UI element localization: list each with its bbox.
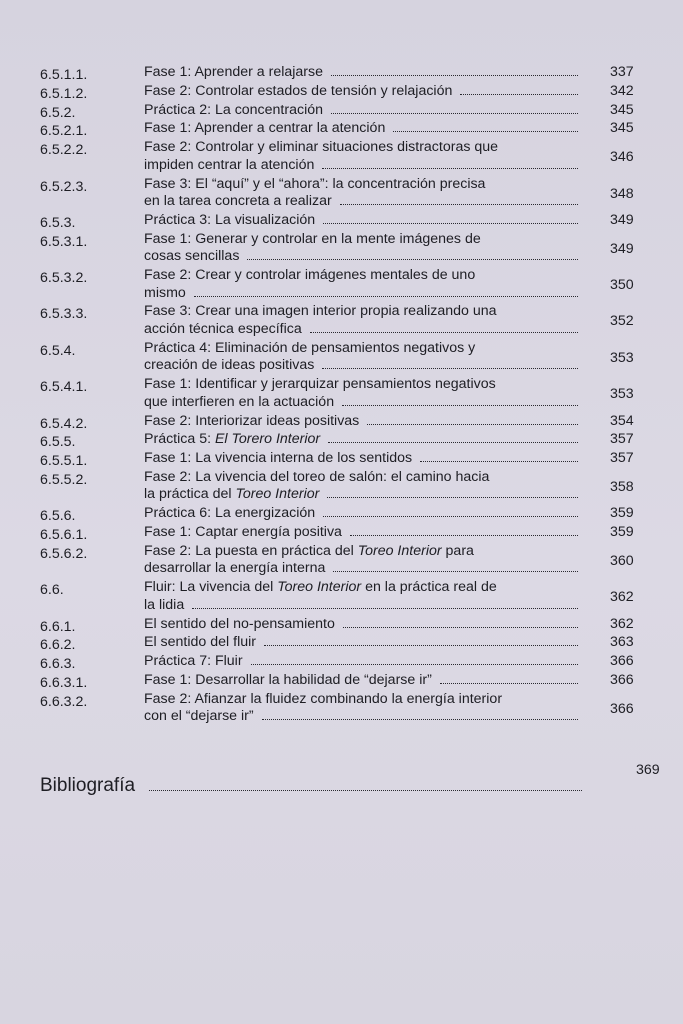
section-number: 6.6. (40, 582, 64, 599)
dot-leader (343, 627, 578, 628)
dot-leader (328, 442, 578, 443)
title-text: El sentido del fluir (144, 634, 256, 651)
title-text (144, 579, 497, 597)
title-line (144, 176, 584, 194)
section-number: 6.5.1.2. (40, 85, 88, 102)
page-number: 352 (610, 313, 634, 330)
section-number: 6.5.2.1. (40, 123, 88, 140)
dot-leader (247, 259, 578, 260)
title-line (144, 616, 584, 634)
dot-leader (440, 683, 578, 684)
dot-leader (350, 535, 578, 536)
section-number: 6.5.6.2. (40, 545, 88, 562)
page-number: 346 (610, 149, 634, 166)
title-line (144, 139, 584, 157)
title-line (144, 83, 584, 101)
section-number: 6.5.1.1. (40, 67, 88, 83)
title-text-part: la práctica del (144, 486, 236, 503)
title-text: Fase 1: Identificar y jerarquizar pensamientos negativos (144, 376, 496, 393)
title-line (144, 653, 584, 671)
title-line (144, 524, 584, 542)
italic-title-text: El Torero Interior (214, 431, 321, 448)
section-title (144, 102, 584, 120)
title-text-part: para (441, 542, 474, 559)
title-text: Fase 2: Interiorizar ideas positivas (144, 412, 360, 429)
page-number: 349 (610, 240, 634, 257)
page-number: 353 (610, 386, 634, 403)
section-number: 6.5.5. (40, 434, 76, 451)
toc-entry (0, 505, 683, 523)
title-text: que interfieren en la actuación (144, 393, 335, 410)
section-number: 6.5.2.2. (40, 142, 88, 159)
title-line (144, 597, 584, 615)
toc-entry (0, 450, 683, 468)
page-number: 345 (610, 120, 634, 137)
title-text: impiden centrar la atención (144, 156, 315, 173)
section-number: 6.5.3.2. (40, 270, 88, 287)
toc-entry (0, 653, 683, 671)
title-line (144, 431, 584, 449)
section-title (144, 176, 584, 211)
dot-leader (251, 664, 578, 665)
title-text: Fase 2: Crear y controlar imágenes mentales de uno (144, 267, 476, 284)
title-line (144, 248, 584, 266)
dot-leader (323, 223, 578, 224)
section-number: 6.6.3. (40, 656, 76, 673)
page-number: 354 (610, 412, 634, 429)
dot-leader (149, 790, 582, 791)
section-number: 6.5.4. (40, 342, 76, 359)
title-text: Fase 1: Generar y controlar en la mente imágenes de (144, 230, 481, 247)
toc-entry (0, 413, 683, 431)
toc-entry (0, 579, 683, 614)
toc-entry (0, 543, 683, 578)
dot-leader (367, 424, 578, 425)
title-line (144, 634, 584, 652)
section-title (144, 543, 584, 578)
page-number: 359 (610, 524, 634, 541)
title-text: Fase 3: El “aquí” y el “ahora”: la concentración precisa (144, 175, 486, 192)
title-text: Práctica 4: Eliminación de pensamientos negativos y (144, 339, 476, 356)
section-title (144, 139, 584, 174)
section-title (144, 267, 584, 302)
dot-leader (192, 608, 578, 609)
title-line (144, 102, 584, 120)
toc-entry (0, 231, 683, 266)
title-line (144, 357, 584, 375)
page-number: 350 (610, 277, 634, 294)
section-number: 6.6.1. (40, 618, 76, 635)
section-title (144, 469, 584, 504)
toc-entry (0, 524, 683, 542)
title-line (144, 708, 584, 726)
section-number: 6.5.5.1. (40, 453, 88, 470)
bibliography-title: Bibliografía (40, 775, 136, 796)
title-text: Fase 1: Captar energía positiva (144, 524, 342, 541)
toc-entry (0, 102, 683, 120)
toc-entry (0, 431, 683, 449)
section-title (144, 212, 584, 230)
section-title (144, 303, 584, 338)
toc-entry (0, 212, 683, 230)
toc-entry (0, 303, 683, 338)
section-number: 6.5.4.1. (40, 379, 88, 396)
title-line (144, 413, 584, 431)
title-text (144, 431, 320, 449)
title-text: El sentido del no-pensamiento (144, 615, 335, 632)
page-number: 337 (610, 64, 634, 80)
title-text-part: Práctica 5: (144, 431, 215, 448)
title-line (144, 394, 584, 412)
title-line (144, 321, 584, 339)
section-title (144, 83, 584, 101)
title-text: Práctica 2: La concentración (144, 101, 324, 118)
title-line (144, 157, 584, 175)
dot-leader (340, 204, 578, 205)
toc-entry (0, 672, 683, 690)
section-title (144, 505, 584, 523)
section-title (144, 340, 584, 375)
section-number: 6.5.6. (40, 508, 76, 525)
toc-entry (0, 340, 683, 375)
toc-entry (0, 691, 683, 726)
title-text: Fase 3: Crear una imagen interior propia realizando una (144, 303, 497, 320)
page-number: 360 (610, 552, 634, 569)
section-title (144, 64, 584, 82)
page-number: 345 (610, 101, 634, 118)
dot-leader (322, 168, 578, 169)
title-text (144, 486, 319, 504)
dot-leader (331, 75, 578, 76)
page-number: 363 (610, 634, 634, 651)
title-line (144, 469, 584, 487)
section-number: 6.5.2.3. (40, 178, 88, 195)
title-line (144, 505, 584, 523)
dot-leader (393, 131, 578, 132)
title-line (144, 340, 584, 358)
italic-title-text: Toreo Interior (277, 579, 362, 596)
toc-entry (0, 176, 683, 211)
dot-leader (323, 516, 578, 517)
title-text-part: Fase 2: La puesta en práctica del (144, 542, 358, 559)
dot-leader (310, 332, 578, 333)
title-line (144, 285, 584, 303)
title-line (144, 543, 584, 561)
dot-leader (322, 368, 578, 369)
title-text: Fase 2: La vivencia del toreo de salón: el camino hacia (144, 468, 490, 485)
section-title (144, 431, 584, 449)
title-text-part: Fluir: La vivencia del (144, 579, 278, 596)
page-number: 357 (610, 450, 634, 467)
title-line (144, 691, 584, 709)
dot-leader (194, 296, 578, 297)
page-number: 362 (610, 589, 634, 606)
section-number: 6.5.2. (40, 104, 76, 121)
section-number: 6.5.3.3. (40, 306, 88, 323)
title-text: creación de ideas positivas (144, 357, 315, 374)
section-number: 6.5.4.2. (40, 415, 88, 432)
title-text: Fase 2: Controlar y eliminar situaciones distractoras que (144, 139, 499, 156)
page-number: 353 (610, 349, 634, 366)
title-line (144, 64, 584, 82)
title-text: Fase 2: Afianzar la fluidez combinando la energía interior (144, 690, 503, 707)
title-line (144, 450, 584, 468)
toc-entry (0, 139, 683, 174)
toc-entry (0, 267, 683, 302)
title-text: Práctica 3: La visualización (144, 211, 316, 228)
toc-entry (0, 83, 683, 101)
section-number: 6.5.3. (40, 214, 76, 231)
section-title (144, 524, 584, 542)
section-title (144, 616, 584, 634)
section-number: 6.5.5.2. (40, 471, 88, 488)
toc-entry (0, 64, 683, 82)
title-line (144, 486, 584, 504)
page-number: 366 (610, 671, 634, 688)
title-line (144, 193, 584, 211)
dot-leader (342, 405, 578, 406)
title-line (144, 212, 584, 230)
title-line (144, 267, 584, 285)
dot-leader (460, 94, 578, 95)
section-title (144, 120, 584, 138)
toc-entry (0, 120, 683, 138)
toc-entry (0, 616, 683, 634)
dot-leader (327, 497, 578, 498)
bibliography-page-number: 369 (636, 762, 660, 778)
section-number: 6.5.6.1. (40, 527, 88, 544)
title-line (144, 303, 584, 321)
section-number: 6.6.3.1. (40, 674, 88, 691)
italic-title-text: Toreo Interior (235, 486, 320, 503)
title-text: Fase 1: Aprender a centrar la atención (144, 120, 386, 137)
title-text: Fase 1: Desarrollar la habilidad de “dejarse ir” (144, 671, 432, 688)
toc-entry (0, 376, 683, 411)
page-number: 342 (610, 82, 634, 99)
page-number: 349 (610, 211, 634, 228)
section-title (144, 413, 584, 431)
title-text-part: en la práctica real de (361, 579, 497, 596)
title-text: Fase 1: Aprender a relajarse (144, 64, 324, 80)
title-line (144, 120, 584, 138)
page-number: 357 (610, 431, 634, 448)
section-number: 6.5.3.1. (40, 233, 88, 250)
section-title (144, 231, 584, 266)
toc-entry (0, 469, 683, 504)
title-line (144, 376, 584, 394)
title-text: en la tarea concreta a realizar (144, 193, 332, 210)
section-title (144, 691, 584, 726)
page-number: 359 (610, 505, 634, 522)
dot-leader (420, 461, 578, 462)
page-number: 366 (610, 700, 634, 717)
dot-leader (262, 719, 578, 720)
title-line (144, 231, 584, 249)
dot-leader (331, 113, 578, 114)
section-title (144, 634, 584, 652)
title-text: Práctica 7: Fluir (144, 653, 243, 670)
dot-leader (264, 645, 578, 646)
toc-entry (0, 634, 683, 652)
page-number: 348 (610, 185, 634, 202)
title-text: Práctica 6: La energización (144, 505, 316, 522)
italic-title-text: Toreo Interior (357, 542, 442, 559)
table-of-contents (0, 64, 683, 727)
page-number: 358 (610, 478, 634, 495)
page-number: 362 (610, 615, 634, 632)
section-number: 6.6.2. (40, 637, 76, 654)
title-text: con el “dejarse ir” (144, 708, 254, 725)
title-text: Fase 2: Controlar estados de tensión y relajación (144, 82, 453, 99)
title-text: mismo (144, 284, 186, 301)
title-line (144, 579, 584, 597)
section-title (144, 450, 584, 468)
section-title (144, 672, 584, 690)
title-text: la lidia (144, 596, 185, 613)
title-text: desarrollar la energía interna (144, 560, 326, 577)
section-number: 6.6.3.2. (40, 693, 88, 710)
dot-leader (333, 571, 578, 572)
section-title (144, 376, 584, 411)
title-line (144, 672, 584, 690)
bibliography-entry (40, 775, 588, 797)
title-text: Fase 1: La vivencia interna de los sentidos (144, 450, 413, 467)
title-text (144, 543, 474, 561)
title-text: cosas sencillas (144, 248, 240, 265)
title-line (144, 560, 584, 578)
page-number: 366 (610, 653, 634, 670)
title-text: acción técnica específica (144, 321, 302, 337)
section-title (144, 653, 584, 671)
section-title (144, 579, 584, 614)
